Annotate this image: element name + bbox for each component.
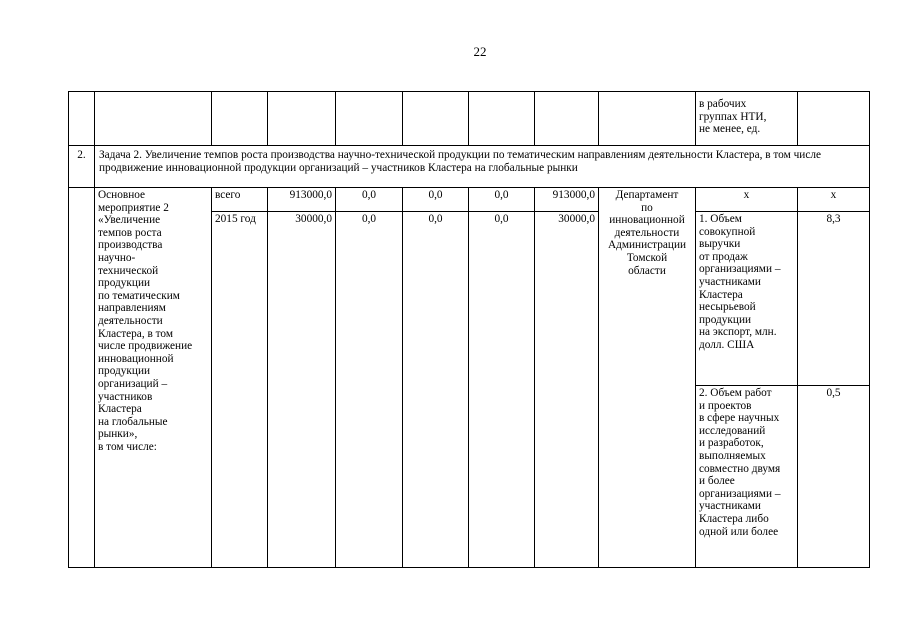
cell-empty [469,92,535,146]
amount-cell: 0,0 [336,212,403,568]
task-row [69,146,870,188]
executor-cell: Департамент по инновационной деятельности Администрации Томской области [599,188,696,568]
cell-empty [69,188,95,568]
activity-name: Основное мероприятие 2 «Увеличение темпов роста производства научно- технической продукции по тематическим направлениям деятельности Кластера, в том числе продвижение инновационной продукции организаций – участников Кластера на глобальные рынки», в том числе: [95,188,212,568]
amount-cell: 0,0 [469,188,535,212]
page-number: 22 [473,44,487,59]
amount-cell: 0,0 [403,188,469,212]
indicator-cell: х [696,188,798,212]
cell-empty [336,92,403,146]
amount-cell: 913000,0 [535,188,599,212]
indicator-value-cell: х [798,188,870,212]
activity-row-total [69,188,870,212]
cell-empty [535,92,599,146]
task-number: 2. [69,146,95,188]
task-text: Задача 2. Увеличение темпов роста производства научно-технической продукции по тематическим направлениям деятельности Кластера, в том числе продвижение инновационной продукции организаций – участников Кластера на глобальные рынки [95,146,870,188]
indicator-1-value: 8,3 [798,212,870,386]
amount-cell: 913000,0 [268,188,336,212]
amount-cell: 0,0 [336,188,403,212]
cell-empty [599,92,696,146]
cell-empty [69,92,95,146]
cell-empty [268,92,336,146]
cell-empty [798,92,870,146]
cell-empty [212,92,268,146]
continued-row [69,92,870,146]
period-cell: 2015 год [212,212,268,568]
indicator-2-value: 0,5 [798,386,870,568]
period-cell: всего [212,188,268,212]
program-table [68,91,870,568]
amount-cell: 0,0 [469,212,535,568]
amount-cell: 30000,0 [535,212,599,568]
indicator-1-text: 1. Объем совокупной выручки от продаж организациями – участниками Кластера несырьевой продукции на экспорт, млн. долл. США [696,212,798,386]
cell-empty [95,92,212,146]
indicator-2-text: 2. Объем работ и проектов в сфере научных исследований и разработок, выполняемых совместно двумя и более организациями – участниками Кластера либо одной или более [696,386,798,568]
amount-cell: 30000,0 [268,212,336,568]
cell-empty [403,92,469,146]
continued-indicator-text: в рабочих группах НТИ, не менее, ед. [696,92,798,146]
amount-cell: 0,0 [403,212,469,568]
